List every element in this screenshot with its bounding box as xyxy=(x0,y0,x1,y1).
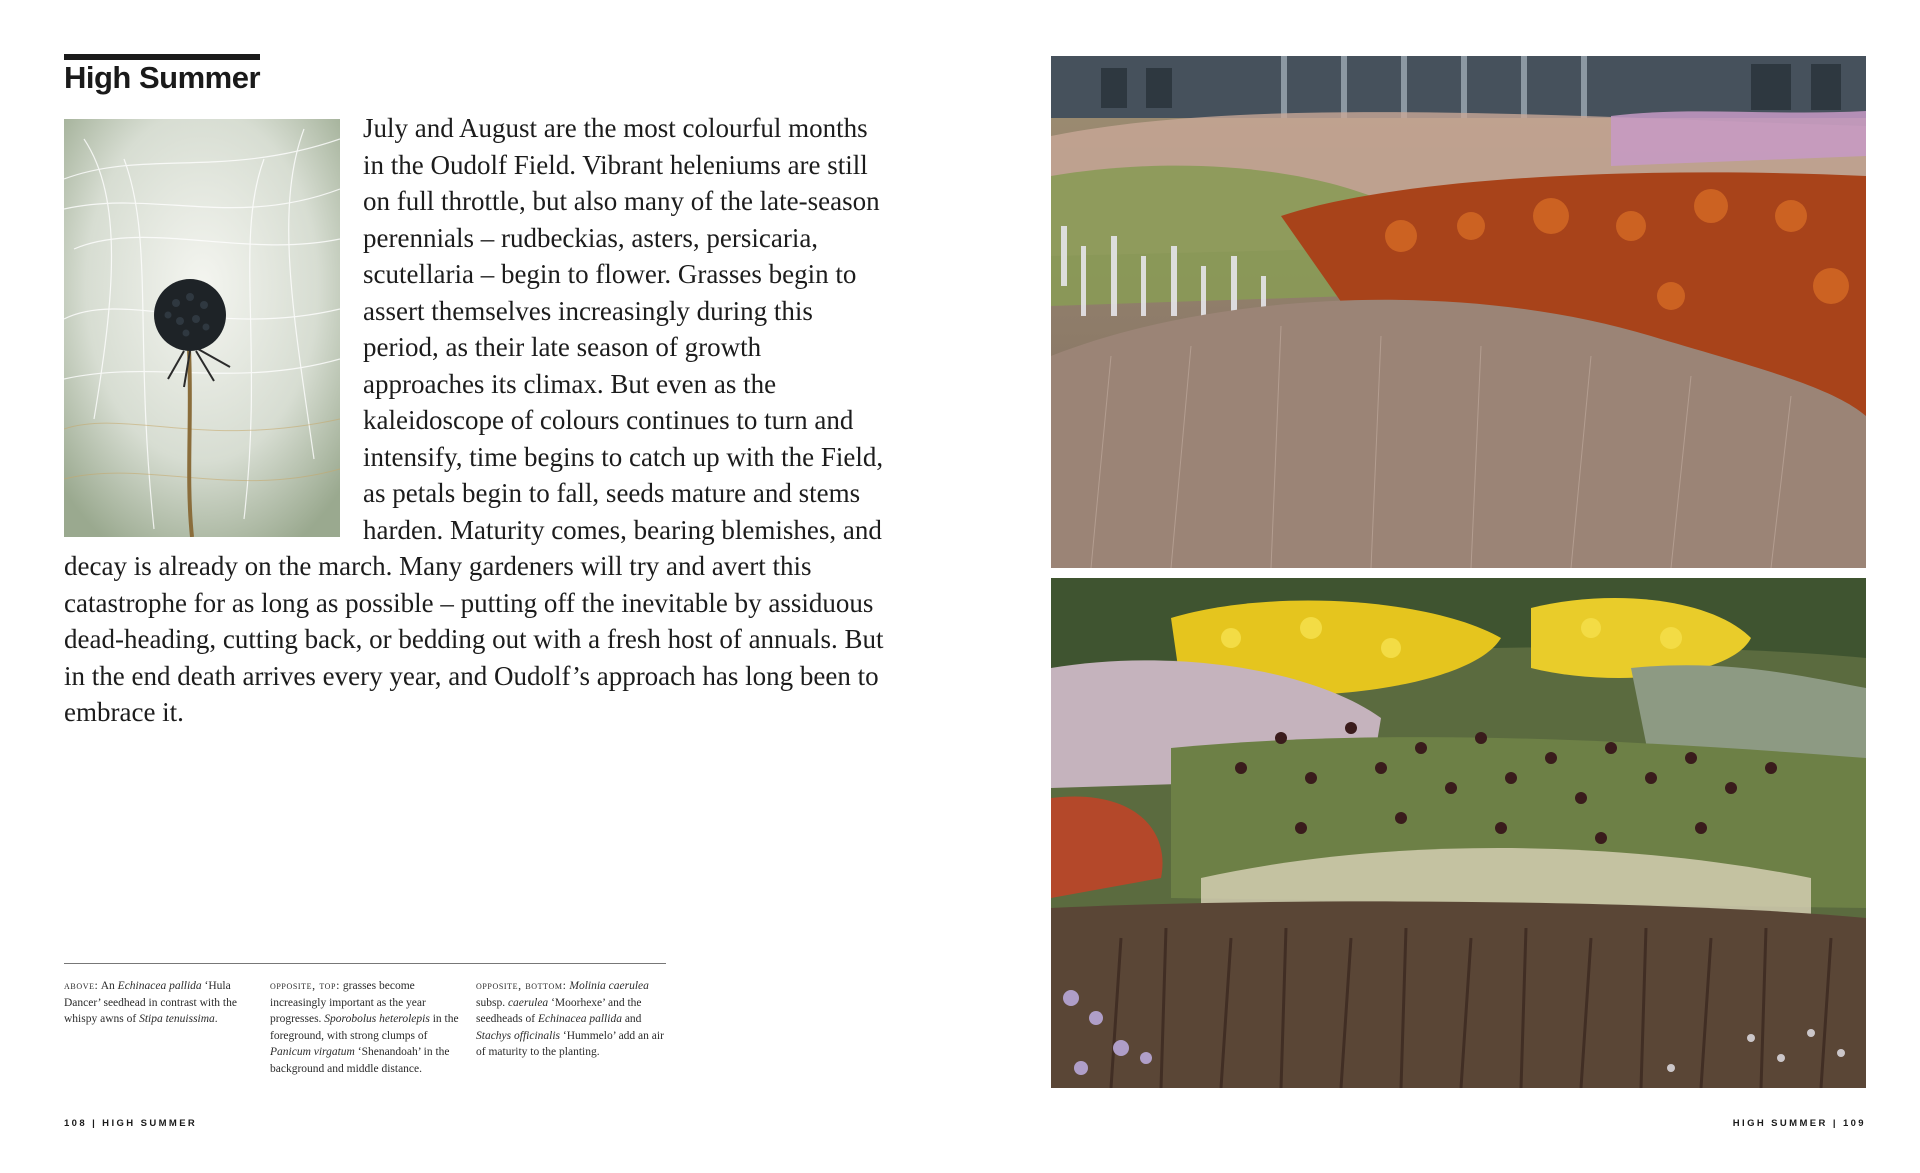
caption-species-name: Sporobolus heterolepis xyxy=(324,1013,430,1025)
caption-label: opposite, bottom: xyxy=(476,978,567,992)
chapter-heading: High Summer xyxy=(64,60,261,95)
page-folio-right: HIGH SUMMER | 109 xyxy=(1732,1118,1866,1129)
caption-text: . xyxy=(214,1013,218,1025)
caption-opposite-bottom xyxy=(476,977,668,1061)
grasses-heleniums-photo xyxy=(1051,56,1866,568)
caption-label: opposite, top: xyxy=(270,978,341,992)
caption-text: ‘Hula Dancer’ seedhead in contrast with the whispy awns of xyxy=(64,980,237,1025)
echinacea-molinia-planting-photo xyxy=(1051,578,1866,1088)
caption-species-name: Echinacea pallida xyxy=(537,1013,622,1025)
body-paragraph xyxy=(64,110,884,731)
caption-label: above: xyxy=(64,978,99,992)
caption-text: An xyxy=(98,980,118,992)
caption-text: and xyxy=(621,1013,642,1025)
caption-text: ‘Hummelo’ add an air of maturity to the planting. xyxy=(476,1029,664,1058)
caption-above xyxy=(64,977,256,1028)
body-paragraph-text: July and August are the most colourful months in the Oudolf Field. Vibrant heleniums are still on full throttle, but also many of the late-season perennials – rudbeckias, asters, persicaria, scutellaria – begin to flower. Grasses begin to assert themselves increasingly during this period, as their late season of growth approaches its climax. But even as the kaleidoscope of colours continues to turn and intensify, time begins to catch up with the Field, as petals begin to fall, seeds mature and stems harden. Maturity comes, bearing blemishes, and decay is already on the march. Many gardeners will try and avert this catastrophe for as long as possible – putting off the inevitable by assiduous dead-heading, cutting back, or bedding out with a fresh host of annuals. But in the end death arrives every year, and Oudolf’s approach has long been to embrace it. xyxy=(64,113,884,727)
page-folio-left: 108 | HIGH SUMMER xyxy=(64,1118,198,1129)
caption-species-name: Stachys officinalis xyxy=(476,1029,561,1042)
caption-text: grasses become increasingly important as the year progresses. xyxy=(270,980,426,1025)
caption-text: ‘Shenandoah’ in the background and middle distance. xyxy=(270,1046,450,1075)
caption-species-name: caerulea xyxy=(507,996,549,1009)
caption-species-name: Panicum virgatum xyxy=(270,1046,355,1058)
caption-text: in the foreground, with strong clumps of xyxy=(270,1013,459,1042)
caption-rule xyxy=(64,963,666,964)
caption-species-name: Molinia caerulea xyxy=(569,980,649,992)
caption-text: subsp. xyxy=(476,996,508,1009)
caption-species-name: Echinacea pallida xyxy=(117,980,202,992)
image-wrap-spacer xyxy=(64,110,363,548)
caption-opposite-top xyxy=(270,977,462,1077)
caption-text: ‘Moorhexe’ and the seedheads of xyxy=(476,996,642,1025)
caption-species-name: Stipa tenuissima xyxy=(139,1013,215,1025)
